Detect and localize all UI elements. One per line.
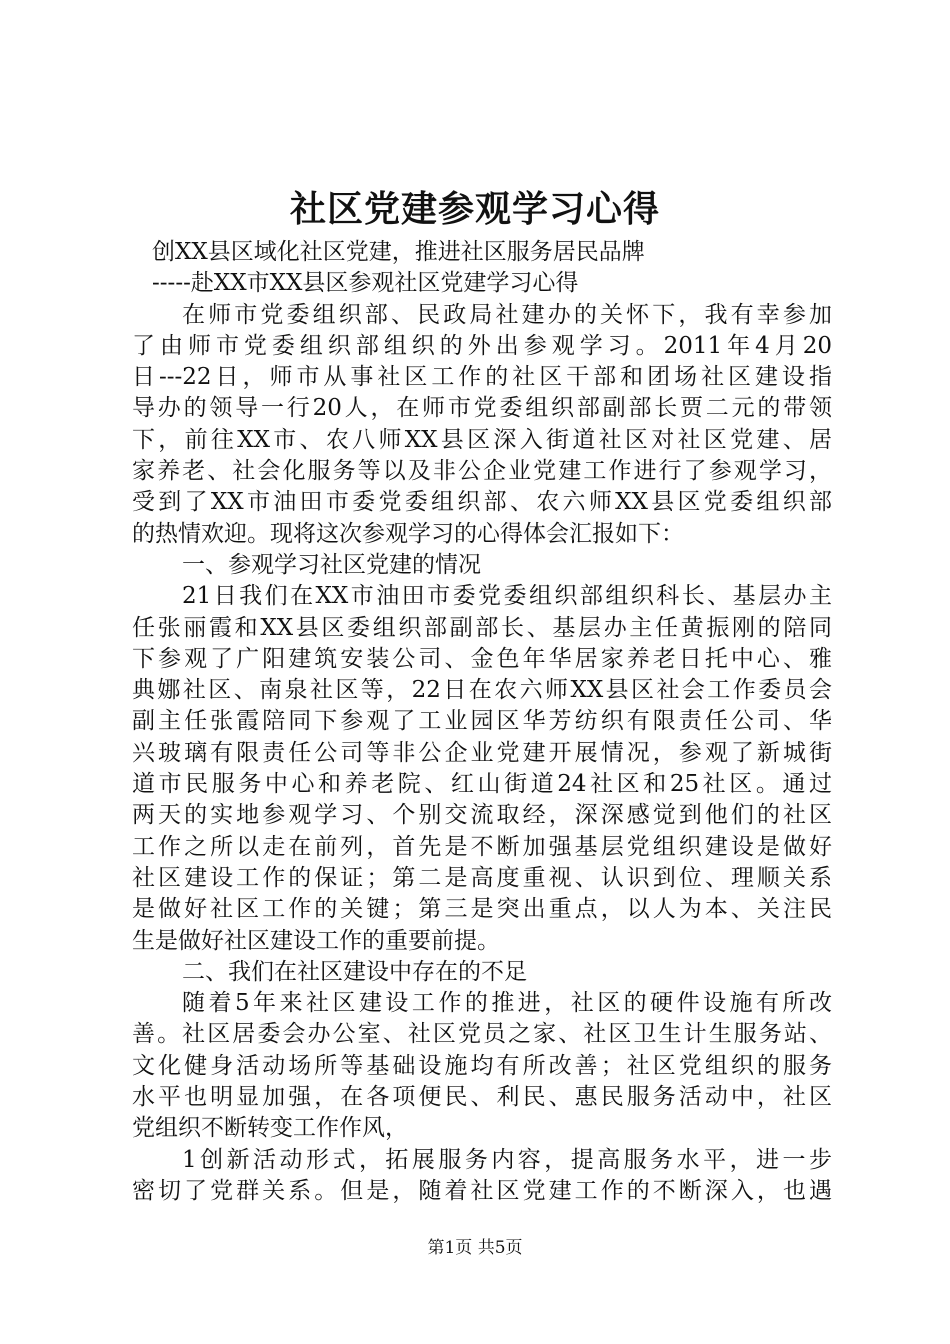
paragraph-line: 典娜社区、南泉社区等，22日在农六师XX县区社会工作委员会 <box>132 677 832 704</box>
subtitle-line: 创XX县区域化社区党建，推进社区服务居民品牌 <box>152 239 645 265</box>
paragraph-line: 善。社区居委会办公室、社区党员之家、社区卫生计生服务站、 <box>132 1021 832 1048</box>
paragraph-line: 社区建设工作的保证；第二是高度重视、认识到位、理顺关系 <box>132 864 832 891</box>
paragraph-line: 21日我们在XX市油田市委党委组织部组织科长、基层办主 <box>182 583 832 610</box>
paragraph-line: 随着5年来社区建设工作的推进，社区的硬件设施有所改 <box>182 990 832 1017</box>
paragraph-line: 文化健身活动场所等基础设施均有所改善；社区党组织的服务 <box>132 1052 832 1079</box>
paragraph-line: 密切了党群关系。但是，随着社区党建工作的不断深入，也遇 <box>132 1177 832 1204</box>
paragraph-line: 在师市党委组织部、民政局社建办的关怀下，我有幸参加 <box>182 301 832 328</box>
paragraph-line: 两天的实地参观学习、个别交流取经，深深感觉到他们的社区 <box>132 802 832 829</box>
paragraph-line: 副主任张霞陪同下参观了工业园区华芳纺织有限责任公司、华 <box>132 708 832 735</box>
paragraph-line: 道市民服务中心和养老院、红山街道24社区和25社区。通过 <box>132 771 832 798</box>
paragraph-line: 日---22日，师市从事社区工作的社区干部和团场社区建设指 <box>132 364 832 391</box>
paragraph-line: 任张丽霞和XX县区委组织部副部长、基层办主任黄振刚的陪同 <box>132 614 832 641</box>
paragraph-line: 家养老、社会化服务等以及非公企业党建工作进行了参观学习， <box>132 458 832 485</box>
paragraph-line: 受到了XX市油田市委党委组织部、农六师XX县区党委组织部 <box>132 489 832 516</box>
section-heading: 二、我们在社区建设中存在的不足 <box>182 958 527 985</box>
paragraph-line: 生是做好社区建设工作的重要前提。 <box>132 927 500 954</box>
section-heading: 一、参观学习社区党建的情况 <box>182 551 481 578</box>
paragraph-line: 党组织不断转变工作作风， <box>132 1115 408 1142</box>
paragraph-line: 导办的领导一行20人，在师市党委组织部副部长贾二元的带领 <box>132 395 832 422</box>
document-title: 社区党建参观学习心得 <box>289 188 660 230</box>
paragraph-line: 兴玻璃有限责任公司等非公企业党建开展情况，参观了新城街 <box>132 739 832 766</box>
paragraph-line: 工作之所以走在前列，首先是不断加强基层党组织建设是做好 <box>132 833 832 860</box>
page-footer: 第1页 共5页 <box>427 1238 523 1258</box>
paragraph-line: 1创新活动形式，拓展服务内容，提高服务水平，进一步 <box>182 1146 832 1173</box>
paragraph-line: 下参观了广阳建筑安装公司、金色年华居家养老日托中心、雅 <box>132 645 832 672</box>
document-body <box>132 237 832 1207</box>
paragraph-line: 了由师市党委组织部组织的外出参观学习。2011年4月20 <box>132 332 832 359</box>
paragraph-line: 水平也明显加强，在各项便民、利民、惠民服务活动中，社区 <box>132 1084 832 1111</box>
paragraph-line: 是做好社区工作的关键；第三是突出重点，以人为本、关注民 <box>132 896 832 923</box>
paragraph-line: 下，前往XX市、农八师XX县区深入街道社区对社区党建、居 <box>132 426 832 453</box>
subtitle-line: -----赴XX市XX县区参观社区党建学习心得 <box>152 270 579 297</box>
paragraph-line: 的热情欢迎。现将这次参观学习的心得体会汇报如下： <box>132 520 684 547</box>
